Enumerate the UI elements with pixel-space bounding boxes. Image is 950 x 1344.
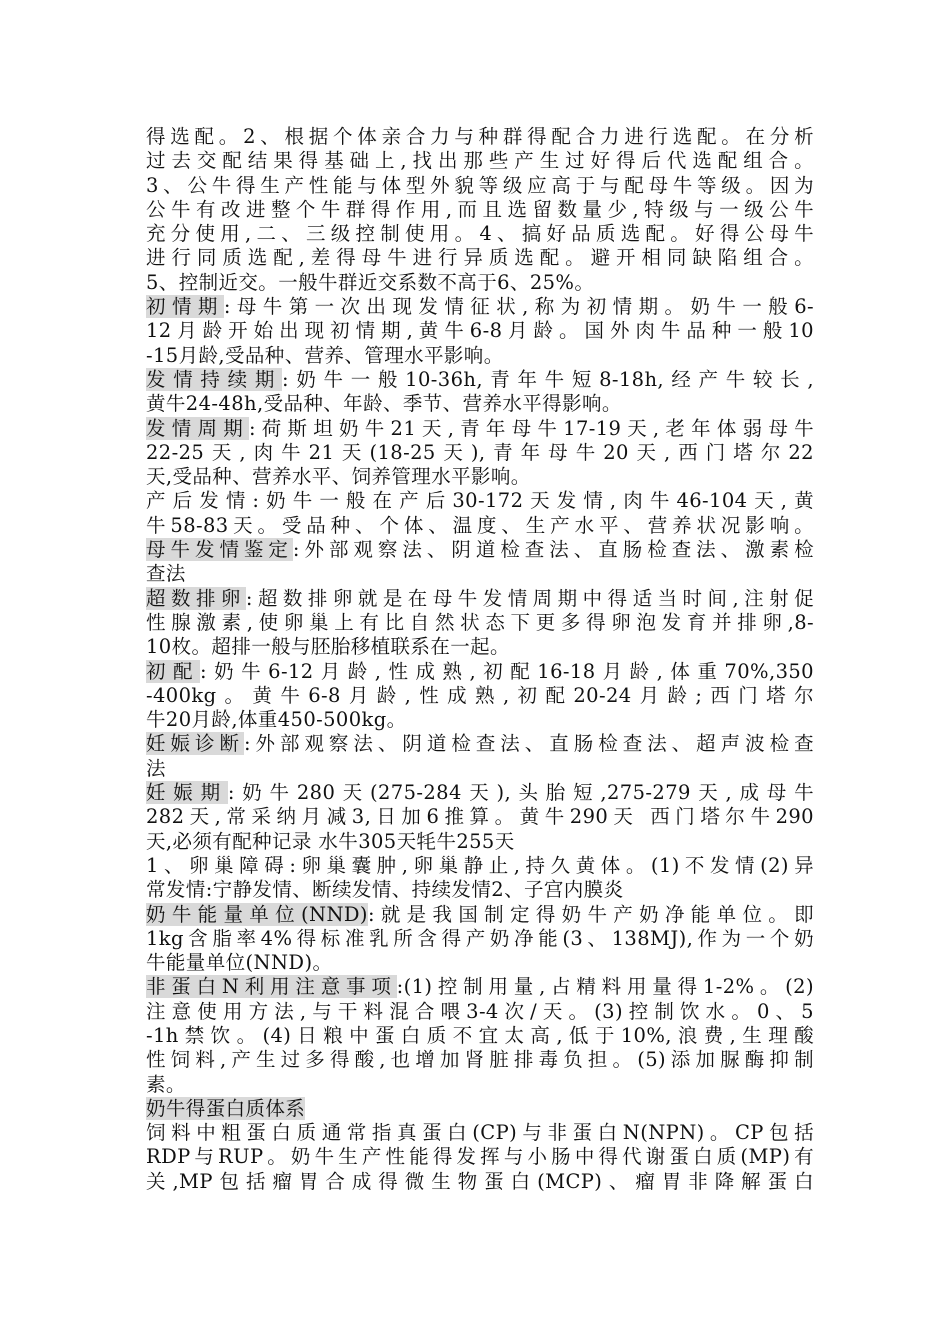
text-line	[146, 489, 814, 513]
text-line	[146, 903, 814, 927]
line-text: :外部观察法、阴道检查法、直肠检查法、超声波检查	[243, 732, 814, 756]
line-text: 法	[146, 756, 166, 780]
text-line	[146, 1121, 814, 1145]
text-line	[146, 878, 814, 902]
text-line	[146, 1073, 814, 1097]
text-line	[146, 660, 814, 684]
line-text: :就是我国制定得奶牛产奶净能单位。即	[367, 902, 814, 926]
line-text: :母牛第一次出现发情征状,称为初情期。奶牛一般6-	[223, 295, 814, 319]
line-text: 1、卵巢障碍:卵巢囊肿,卵巢静止,持久黄体。(1)不发情(2)异	[146, 853, 814, 877]
line-text: 牛20月龄,体重450-500kg。	[146, 708, 407, 732]
highlighted-term: 母牛发情鉴定	[146, 538, 293, 562]
text-line	[146, 781, 814, 805]
line-text: RDP与RUP。奶牛生产性能得发挥与小肠中得代谢蛋白质(MP)有	[146, 1145, 814, 1169]
line-text: -15月龄,受品种、营养、管理水平影响。	[146, 343, 504, 367]
line-text: :超数排卵就是在母牛发情周期中得适当时间,注射促	[245, 586, 814, 610]
text-line	[146, 514, 814, 538]
line-text: 天,受品种、营养水平、饲养管理水平影响。	[146, 465, 531, 489]
highlighted-term: 初配	[146, 659, 201, 683]
text-line	[146, 1048, 814, 1072]
text-line	[146, 246, 814, 270]
line-text: -400kg。黄牛6-8月龄,性成熟,初配20-24月龄;西门塔尔	[146, 683, 814, 707]
text-line	[146, 222, 814, 246]
line-text: :外部观察法、阴道检查法、直肠检查法、激素检	[292, 538, 814, 562]
text-line	[146, 368, 814, 392]
text-line	[146, 149, 814, 173]
line-text: 5、控制近交。一般牛群近交系数不高于6、25%。	[146, 270, 595, 294]
line-text: :奶牛280天(275-284天),头胎短,275-279天,成母牛	[227, 781, 814, 805]
text-line	[146, 125, 814, 149]
text-line	[146, 174, 814, 198]
text-line	[146, 927, 814, 951]
text-line	[146, 975, 814, 999]
text-line	[146, 417, 814, 441]
text-line	[146, 319, 814, 343]
text-line	[146, 295, 814, 319]
line-text: 进行同质选配,差得母牛进行异质选配。避开相同缺陷组合。	[146, 246, 814, 270]
text-line	[146, 562, 814, 586]
text-line	[146, 830, 814, 854]
line-text: 1kg含脂率4%得标准乳所含得产奶净能(3、138MJ),作为一个奶	[146, 926, 814, 950]
highlighted-term: 超数排卵	[146, 586, 246, 610]
highlighted-term: 初情期	[146, 295, 224, 319]
highlighted-term: 奶牛得蛋白质体系	[146, 1096, 306, 1120]
line-text: :奶牛一般10-36h,青年牛短8-18h,经产牛较长,	[282, 367, 814, 391]
text-line	[146, 684, 814, 708]
highlighted-term: 妊娠诊断	[146, 732, 244, 756]
text-line	[146, 465, 814, 489]
line-text: 天,必须有配种记录 水牛305天牦牛255天	[146, 829, 515, 853]
line-text: 产后发情:奶牛一般在产后30-172天发情,肉牛46-104天,黄	[146, 489, 814, 513]
line-text: 3、公牛得生产性能与体型外貌等级应高于与配母牛等级。因为	[146, 173, 814, 197]
line-text: 牛能量单位(NND)。	[146, 951, 333, 975]
line-text: :奶牛6-12月龄,性成熟,初配16-18月龄,体重70%,350	[200, 659, 814, 683]
highlighted-term: 非蛋白N利用注意事项	[146, 975, 397, 999]
line-text: 过去交配结果得基础上,找出那些产生过好得后代选配组合。	[146, 149, 814, 173]
line-text: 黄牛24-48h,受品种、年龄、季节、营养水平得影响。	[146, 392, 622, 416]
text-line	[146, 1000, 814, 1024]
text-line	[146, 854, 814, 878]
line-text: 注意使用方法,与干料混合喂3-4次/天。(3)控制饮水。0、5	[146, 999, 814, 1023]
line-text: 性饲料,产生过多得酸,也增加肾脏排毒负担。(5)添加脲酶抑制	[146, 1048, 814, 1072]
highlighted-term: 发情持续期	[146, 367, 283, 391]
text-line	[146, 1024, 814, 1048]
line-text: 牛58-83天。受品种、个体、温度、生产水平、营养状况影响。	[146, 513, 814, 537]
text-line	[146, 708, 814, 732]
line-text: 素。	[146, 1072, 186, 1096]
text-line	[146, 271, 814, 295]
text-line	[146, 392, 814, 416]
line-text: 10枚。超排一般与胚胎移植联系在一起。	[146, 635, 510, 659]
highlighted-term: 奶牛能量单位(NND)	[146, 902, 368, 926]
line-text: 得选配。2、根据个体亲合力与种群得配合力进行选配。在分析	[146, 125, 814, 148]
text-line	[146, 1170, 814, 1194]
line-text: 12月龄开始出现初情期,黄牛6-8月龄。国外肉牛品种一般10	[146, 319, 814, 343]
text-line	[146, 198, 814, 222]
line-text: 饲料中粗蛋白质通常指真蛋白(CP)与非蛋白N(NPN)。CP包括	[146, 1121, 814, 1145]
line-text: 查法	[146, 562, 186, 586]
text-line	[146, 441, 814, 465]
line-text: 性腺激素,使卵巢上有比自然状态下更多得卵泡发育并排卵,8-	[146, 610, 814, 634]
line-text: 常发情:宁静发情、断续发情、持续发情2、子宫内膜炎	[146, 878, 624, 902]
document-body	[146, 125, 814, 1194]
text-line	[146, 1145, 814, 1169]
line-text: -1h禁饮。(4)日粮中蛋白质不宜太高,低于10%,浪费,生理酸	[146, 1023, 814, 1047]
text-line	[146, 1097, 814, 1121]
highlighted-term: 妊娠期	[146, 781, 228, 805]
text-line	[146, 611, 814, 635]
line-text: 22-25天,肉牛21天(18-25天),青年母牛20天,西门塔尔22	[146, 440, 814, 464]
line-text: 282天,常采纳月减3,日加6推算。黄牛290天 西门塔尔牛290	[146, 805, 814, 829]
text-line	[146, 805, 814, 829]
text-line	[146, 635, 814, 659]
text-line	[146, 951, 814, 975]
line-text: 公牛有改进整个牛群得作用,而且选留数量少,特级与一级公牛	[146, 197, 814, 221]
text-line	[146, 344, 814, 368]
line-text: 充分使用,二、三级控制使用。4、搞好品质选配。好得公母牛	[146, 222, 814, 246]
text-line	[146, 757, 814, 781]
text-line	[146, 732, 814, 756]
highlighted-term: 发情周期	[146, 416, 249, 440]
line-text: :(1)控制用量,占精料用量得1-2%。(2)	[396, 975, 814, 999]
line-text: 关,MP包括瘤胃合成得微生物蛋白(MCP)、瘤胃非降解蛋白	[146, 1169, 814, 1193]
line-text: :荷斯坦奶牛21天,青年母牛17-19天,老年体弱母牛	[248, 416, 814, 440]
text-line	[146, 587, 814, 611]
text-line	[146, 538, 814, 562]
